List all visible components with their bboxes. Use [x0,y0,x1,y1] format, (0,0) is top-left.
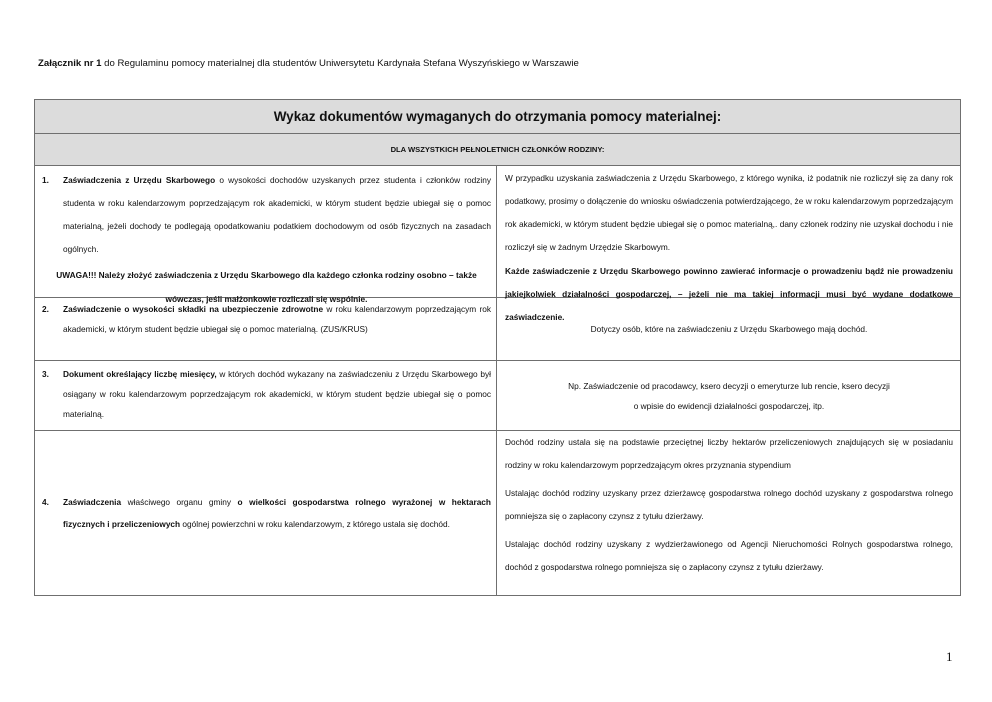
row-right-cell [497,431,960,595]
list-item [42,364,491,424]
table-subtitle: DLA WSZYSTKICH PEŁNOLETNICH CZŁONKÓW RODZINY: [35,134,960,166]
annex-description: do Regulaminu pomocy materialnej dla studentów Uniwersytetu Kardynała Stefana Wyszyńskiego w Warszawie [101,58,579,69]
item-number: 1. [42,175,49,185]
row-left-cell [35,166,497,304]
item-number: 4. [42,497,49,507]
item-text [63,491,491,535]
item-text-2: ogólnej powierzchni w roku kalendarzowym, z którego ustala się dochód. [180,519,450,529]
item-text-bold-1: Zaświadczenia [63,497,122,507]
row-left-cell [35,361,497,430]
row-left-cell [35,431,497,595]
table-row [35,431,960,595]
item-text-bold: Zaświadczenia z Urzędu Skarbowego [63,175,216,185]
warning-note: UWAGA!!! Należy złożyć zaświadczenia z Urzędu Skarbowego dla każdego członka rodziny osobno – także wówczas, jeśli małżonkowie rozliczali się wspólnie. [56,270,477,304]
table-title: Wykaz dokumentów wymaganych do otrzymania pomocy materialnej: [35,100,960,134]
item-text-rest: o wysokości dochodów uzyskanych przez studenta i członków rodziny studenta w roku kalendarzowym poprzedzającym rok akademicki, w którym student będzie ubiegał się o pomoc materialną, jeżeli dochody te podlegają opodatkowaniu podatkiem dochodowym od osób fizycznych na zasadach ogólnych. [63,175,491,254]
documents-table [34,99,961,596]
document-header [38,58,579,69]
annex-label: Załącznik nr 1 [38,58,102,69]
item-text [63,169,491,261]
right-text: W przypadku uzyskania zaświadczenia z Urzędu Skarbowego, z którego wynika, iż podatnik nie rozliczył się za dany rok podatkowy, prosimy o dołączenie do wniosku oświadczenia potwierdzającego, że w roku kalendarzowym poprzedzającym rok akademicki, w którym student będzie ubiegał się o pomoc materialną,. dany członek rodziny nie uzyskał dochodu i nie rozliczył się w żadnym Urzędzie Skarbowym. [505,173,953,252]
right-paragraph-3: Ustalając dochód rodziny uzyskany z wydzierżawionego od Agencji Nieruchomości Rolnych gospodarstwa rolnego, dochód z gospodarstwa rolnego pomniejsza się o zapłacony czynsz z tytułu dzierżawy. [505,539,953,572]
right-line-2: o wpisie do ewidencji działalności gospodarczej, itp. [633,400,825,411]
row-right-cell [497,298,960,360]
item-text [63,364,491,424]
list-item [42,299,491,339]
page-number: 1 [946,649,953,664]
item-text-rest: w których dochód wykazany na zaświadczeniu z Urzędu Skarbowego był osiągany w roku kalendarzowym poprzedzającym rok akademicki, w którym student będzie ubiegał się o pomoc materialną. [63,369,491,419]
item-text-1: właściwego organu gminy [121,497,238,507]
right-paragraph-1: Dochód rodziny ustala się na podstawie przeciętnej liczby hektarów przeliczeniowych znajdujących się w posiadaniu rodziny w roku kalendarzowym poprzedzającym okres przyznania stypendium [505,437,953,470]
row-right-cell [497,166,960,322]
item-text-bold: Dokument określający liczbę miesięcy, [63,369,217,379]
list-item [42,169,491,261]
right-line-1: Np. Zaświadczenie od pracodawcy, ksero decyzji o emeryturze lub rencie, ksero decyzji [568,380,890,391]
list-item [42,491,491,535]
item-text-bold: Zaświadczenie o wysokości składki na ubezpieczenie zdrowotne [63,304,324,314]
right-paragraph-2: Ustalając dochód rodziny uzyskany przez dzierżawcę gospodarstwa rolnego dochód uzyskany z gospodarstwa rolnego pomniejsza się o zapłacony czynsz z tytułu dzierżawy. [505,488,953,521]
item-text [63,299,491,339]
item-text-bold-2: o wielkości gospodarstwa rolnego wyrażonej w hektarach fizycznych i przeliczeniowych [63,497,491,529]
item-number: 3. [42,369,49,379]
item-text-rest: w roku kalendarzowym poprzedzającym rok akademicki, w którym student będzie ubiegał się o pomoc materialną. (ZUS/KRUS) [63,304,491,334]
row-right-cell [497,361,960,430]
table-row [35,361,960,431]
right-text: Dotyczy osób, które na zaświadczeniu z Urzędu Skarbowego mają dochód. [590,323,868,334]
row-left-cell [35,298,497,360]
item-number: 2. [42,304,49,314]
table-row [35,298,960,361]
right-note: Każde zaświadczenie z Urzędu Skarbowego powinno zawierać informacje o prowadzeniu bądź nie prowadzeniu jakiejkolwiek działalności gospodarczej, – jeżeli nie ma takiej informacji musi być wydane dodatkowe zaświadczenie. [505,266,953,322]
